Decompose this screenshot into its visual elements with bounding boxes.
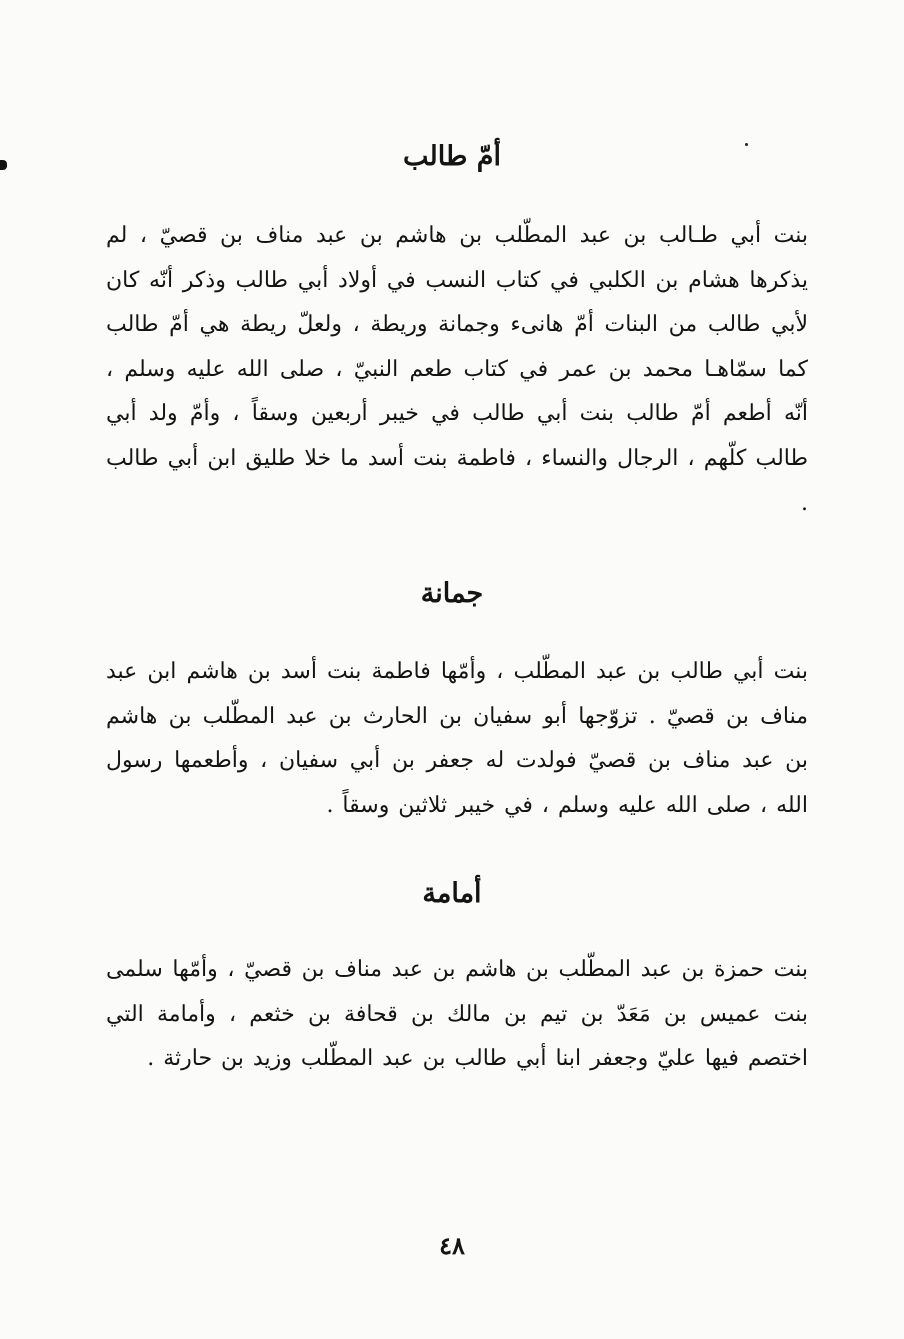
section-title-umama: أمامة xyxy=(422,878,482,909)
section-paragraph-umama: بنت حمزة بن عبد المطّلب بن هاشم بن عبد مناف بن قصيّ ، وأمّها سلمى بنت عميس بن مَعَدّ بن تيم بن مالك بن قحافة بن خثعم ، وأمامة التي اختصم فيها عليّ وجعفر ابنا أبي طالب بن عبد المطّلب وزيد بن حارثة . xyxy=(106,957,808,1072)
section-paragraph-umm-talib: بنت أبي طـالب بن عبد المطّلب بن هاشم بن عبد مناف بن قصيّ ، لم يذكرها هشام بن الكلبي في كتاب النسب في أولاد أبي طالب وذكر أنّه كان لأبي طالب من البنات أمّ هانىء وجمانة وريطة ، ولعلّ ريطة هي أمّ طالب كما سمّاهـا محمد بن عمر في كتاب طعم النبيّ ، صلى الله عليه وسلم ، أنّه أطعم أمّ طالب بنت أبي طالب في خيبر أربعين وسقاً ، وأمّ ولد أبي طالب كلّهم ، الرجال والنساء ، فاطمة بنت أسد ما خلا طليق ابن أبي طالب . xyxy=(106,223,808,516)
section-paragraph-jumana: بنت أبي طالب بن عبد المطّلب ، وأمّها فاطمة بنت أسد بن هاشم ابن عبد مناف بن قصيّ . تزوّجها أبو سفيان بن الحارث بن عبد المطّلب بن هاشم بن عبد مناف بن قصيّ فولدت له جعفر بن أبي سفيان ، وأطعمها رسول الله ، صلى الله عليه وسلم ، في خيبر ثلاثين وسقاً . xyxy=(106,659,809,818)
section-title-umm-talib: أمّ طالب xyxy=(402,141,502,172)
page-number: ٤٨ xyxy=(439,1231,465,1260)
section-title-jumana: جمانة xyxy=(420,578,484,609)
